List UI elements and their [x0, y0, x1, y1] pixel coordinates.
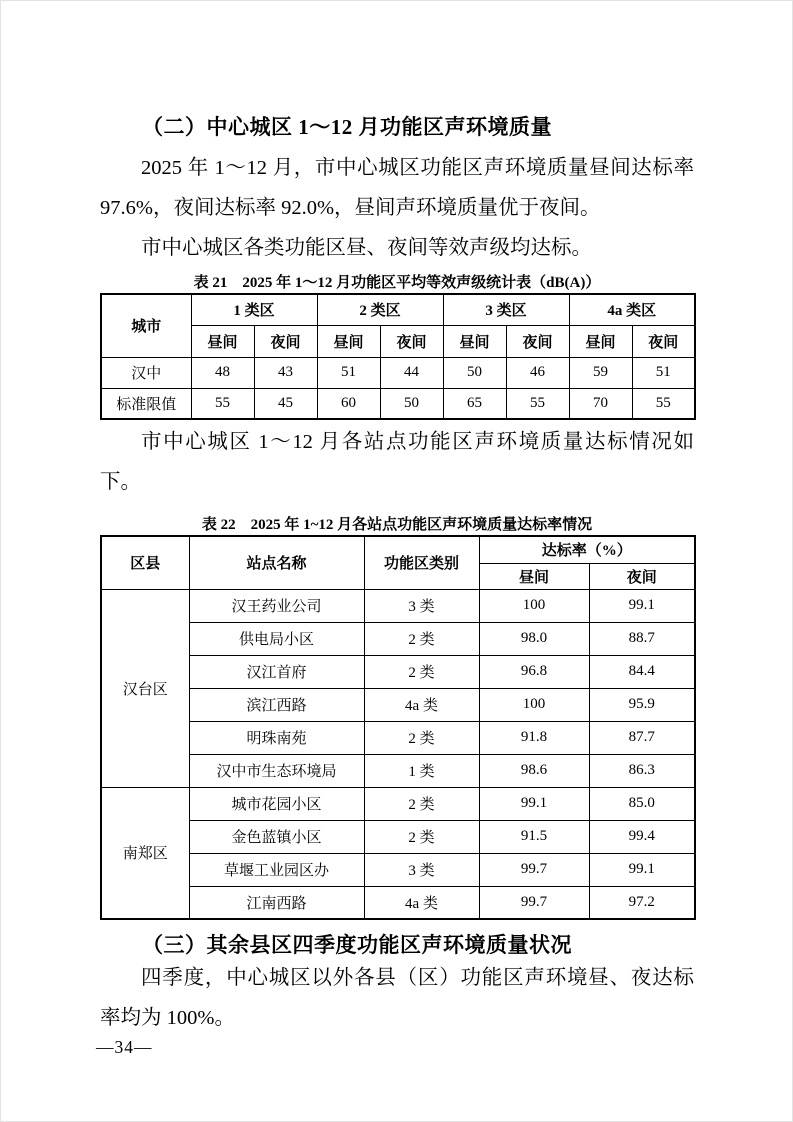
table-21-city-header: 城市 [101, 294, 191, 357]
zone-category: 2 类 [364, 787, 479, 820]
table-row [101, 622, 695, 655]
night-rate: 95.9 [589, 688, 695, 721]
section-3-paragraph-1: 四季度，中心城区以外各县（区）功能区声环境昼、夜达标率均为 100%。 [100, 967, 694, 1029]
section-2-paragraph-3: 市中心城区 1～12 月各站点功能区声环境质量达标情况如下。 [100, 431, 694, 493]
day-rate: 96.8 [479, 655, 589, 688]
table-21-group-class1: 1 类区 [191, 294, 317, 325]
table-row [101, 721, 695, 754]
day-rate: 98.0 [479, 622, 589, 655]
table-22-district-hantai: 汉台区 [101, 589, 189, 787]
table-21-day-header: 昼间 [569, 325, 632, 357]
table-cell: 44 [380, 357, 443, 388]
station-name: 汉王药业公司 [189, 589, 364, 622]
table-22-rate-header: 达标率（%） [479, 536, 695, 563]
table-22-attainment-rates [100, 535, 696, 920]
section-3-heading: （三）其余县区四季度功能区声环境质量状况 [142, 933, 572, 957]
night-rate: 88.7 [589, 622, 695, 655]
table-21-group-header-row [101, 294, 695, 325]
table-21-day-header: 昼间 [317, 325, 380, 357]
table-cell: 60 [317, 388, 380, 419]
table-row [101, 820, 695, 853]
table-21-group-class2: 2 类区 [317, 294, 443, 325]
table-row [101, 357, 695, 388]
table-cell: 45 [254, 388, 317, 419]
night-rate: 87.7 [589, 721, 695, 754]
zone-category: 2 类 [364, 655, 479, 688]
zone-category: 4a 类 [364, 886, 479, 919]
table-row [101, 388, 695, 419]
section-2-heading: （二）中心城区 1～12 月功能区声环境质量 [142, 115, 552, 139]
table-21-night-header: 夜间 [254, 325, 317, 357]
table-row [101, 754, 695, 787]
table-22-caption: 表 22 2025 年 1~12 月各站点功能区声环境质量达标率情况 [201, 517, 593, 533]
table-cell: 50 [443, 357, 506, 388]
night-rate: 99.1 [589, 589, 695, 622]
zone-category: 1 类 [364, 754, 479, 787]
table-row [101, 886, 695, 919]
day-rate: 99.7 [479, 886, 589, 919]
page-content [100, 114, 694, 1038]
night-rate: 85.0 [589, 787, 695, 820]
table-cell: 65 [443, 388, 506, 419]
night-rate: 97.2 [589, 886, 695, 919]
station-name: 滨江西路 [189, 688, 364, 721]
table-21-caption: 表 21 2025 年 1～12 月功能区平均等效声级统计表（dB(A)） [193, 275, 601, 291]
table-21-group-class3: 3 类区 [443, 294, 569, 325]
station-name: 江南西路 [189, 886, 364, 919]
table-22-category-header: 功能区类别 [364, 536, 479, 589]
section-2-paragraph-2: 市中心城区各类功能区昼、夜间等效声级均达标。 [141, 237, 592, 259]
table-21-row-label: 汉中 [101, 357, 191, 388]
table-cell: 46 [506, 357, 569, 388]
day-rate: 99.7 [479, 853, 589, 886]
day-rate: 100 [479, 589, 589, 622]
zone-category: 2 类 [364, 721, 479, 754]
table-row [101, 688, 695, 721]
table-21-night-header: 夜间 [632, 325, 695, 357]
night-rate: 84.4 [589, 655, 695, 688]
table-22-day-header: 昼间 [479, 563, 589, 589]
table-cell: 55 [506, 388, 569, 419]
night-rate: 99.1 [589, 853, 695, 886]
table-21-group-class4a: 4a 类区 [569, 294, 695, 325]
table-cell: 51 [317, 357, 380, 388]
section-2-paragraph-1: 2025 年 1～12 月，市中心城区功能区声环境质量昼间达标率 97.6%，夜间达标率 92.0%，昼间声环境质量优于夜间。 [100, 157, 694, 219]
table-21-subheader-row [101, 325, 695, 357]
table-cell: 59 [569, 357, 632, 388]
table-cell: 55 [632, 388, 695, 419]
table-21-night-header: 夜间 [380, 325, 443, 357]
zone-category: 4a 类 [364, 688, 479, 721]
table-22-district-nanzheng: 南郑区 [101, 787, 189, 919]
day-rate: 91.8 [479, 721, 589, 754]
table-21-day-header: 昼间 [191, 325, 254, 357]
table-22-header-row-1 [101, 536, 695, 563]
station-name: 城市花园小区 [189, 787, 364, 820]
zone-category: 2 类 [364, 820, 479, 853]
day-rate: 99.1 [479, 787, 589, 820]
zone-category: 3 类 [364, 589, 479, 622]
table-21-night-header: 夜间 [506, 325, 569, 357]
table-cell: 50 [380, 388, 443, 419]
table-cell: 70 [569, 388, 632, 419]
station-name: 草堰工业园区办 [189, 853, 364, 886]
day-rate: 91.5 [479, 820, 589, 853]
table-row [101, 787, 695, 820]
page-number: —34— [96, 1037, 153, 1057]
table-22-night-header: 夜间 [589, 563, 695, 589]
station-name: 供电局小区 [189, 622, 364, 655]
zone-category: 2 类 [364, 622, 479, 655]
table-22-station-header: 站点名称 [189, 536, 364, 589]
table-21-noise-levels [100, 293, 696, 420]
table-row [101, 589, 695, 622]
night-rate: 99.4 [589, 820, 695, 853]
station-name: 汉中市生态环境局 [189, 754, 364, 787]
table-cell: 48 [191, 357, 254, 388]
day-rate: 98.6 [479, 754, 589, 787]
day-rate: 100 [479, 688, 589, 721]
table-cell: 55 [191, 388, 254, 419]
night-rate: 86.3 [589, 754, 695, 787]
table-row [101, 655, 695, 688]
station-name: 汉江首府 [189, 655, 364, 688]
table-21-row-label: 标准限值 [101, 388, 191, 419]
table-row [101, 853, 695, 886]
table-22-district-header: 区县 [101, 536, 189, 589]
station-name: 明珠南苑 [189, 721, 364, 754]
station-name: 金色蓝镇小区 [189, 820, 364, 853]
zone-category: 3 类 [364, 853, 479, 886]
table-21-day-header: 昼间 [443, 325, 506, 357]
table-cell: 43 [254, 357, 317, 388]
table-cell: 51 [632, 357, 695, 388]
